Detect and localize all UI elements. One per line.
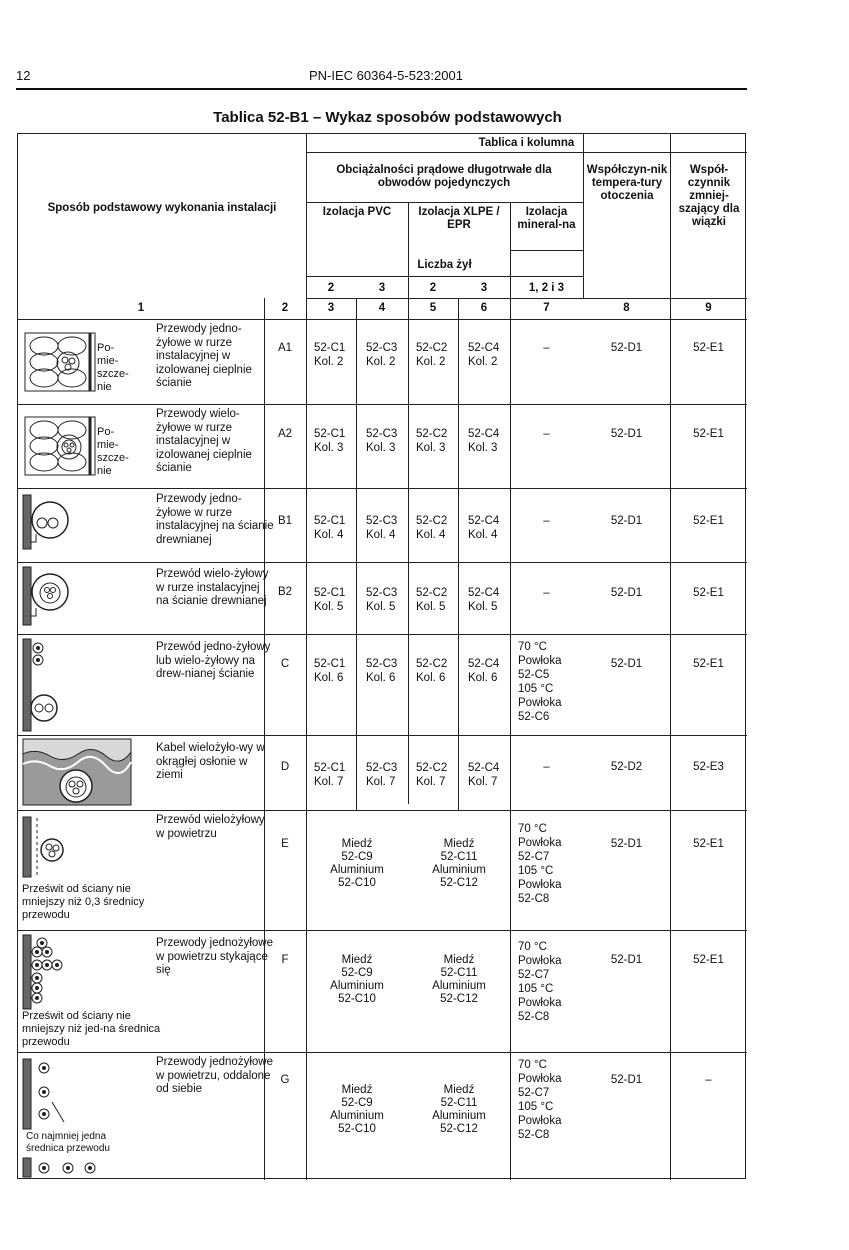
page-header	[16, 68, 747, 90]
installation-drawing	[24, 332, 96, 392]
col-num-2: 2	[281, 302, 289, 314]
group-factor-header: Współ-czynnik zmniej-szający dla wiązki	[678, 164, 740, 228]
installation-drawing	[22, 494, 82, 550]
method-table: Sposób podstawowy wykonania instalacji Tablica i kolumna Obciążalności prądowe długotrwałe dla obwodów pojedynczych Izolacja PVC Izolacja XLPE / EPR Izolacja mineral-na Współczyn-nik tempera-tury otoczenia Współ-czynnik zmniej-szający dla wiązki Liczba żył 2 3 2 3 1, 2 i 3 1 2 3 4 5 6 7 8 9 Po-mie-szcze-nie Przewody jedno-żyłowe w rurze instalacyjnej w izolowanej cieplnie ścianie A1 52-C1 Kol. 2 52-C3 Kol. 2 52-C2 Kol. 2 52-C4 Kol. 2 – 52-D1 52-E1 Po-mie-szcze-nie Przewody wielo-żyłowe w rurze instalacyjnej w izolowanej cieplnie ścianie A2 52-C1 Kol. 3 52-C3 Kol. 3 52-C2 Kol. 3 52-C4 Kol. 3 – 52-D1 52-E1 Przewody jedno-żyłowe w rurze instalacyjnej na ścianie drewnianej B1 52-C1 Kol. 4 52-C3 Kol. 4 52-C2 Kol. 4 52-C4 Kol. 4 – 52-D1 52-E1 Przewód wielo-żyłowy w rurze instalacyjnej na ścianie drewnianej B2 52-C1 Kol. 5 52-C3 Kol. 5 52-C2 Kol. 5 52-C4 Kol. 5 – 52-D1 52-E1 Przewód jedno-żyłowy lub wielo-żyłowy na drew-nianej ścianie C 52-C1 Kol. 6 52-C3 Kol. 6 52-C2 Kol. 6 52-C4 Kol. 6 70 °C Powłoka 52-C5 105 °C Powłoka 52-C6 52-D1 52-E1 Kabel wielożyło-wy w okrągłej osłonie w ziemi D 52-C1 Kol. 7 52-C3 Kol. 7 52-C2 Kol. 7 52-C4 Kol. 7 – 52-D2 52-E3 Prześwit od ściany nie mniejszy niż 0,3 średnicy przewodu Przewód wielożyłowy w powietrzu E Miedź 52-C9 Aluminium 52-C10 Miedź 52-C11 Aluminium 52-C12 70 °C Powłoka 52-C7 105 °C Powłoka 52-C8 52-D1 52-E1 Prześwit od ściany nie mniejszy niż jed-na średnica przewodu Przewody jednożyłowe w powietrzu stykające się F Miedź 52-C9 Aluminium 52-C10 Miedź 52-C11 Aluminium 52-C12 70 °C Powłoka 52-C7 105 °C Powłoka 52-C8 52-D1 52-E1 Co najmniej jedna średnica przewodu Przewody jednożyłowe w powietrzu, oddalone od siebie G Miedź 52-C9 Aluminium 52-C10 Miedź 52-C11 Aluminium 52-C12 70 °C Powłoka 52-C7 105 °C Powłoka 52-C8 52-D1 –	[17, 133, 746, 1179]
table-caption: Tablica 52-B1 – Wykaz sposobów podstawowych	[213, 109, 562, 126]
standard-id: PN-IEC 60364-5-523:2001	[309, 68, 463, 83]
col-num-1: 1	[137, 302, 145, 314]
page-number: 12	[16, 68, 31, 83]
installation-drawing	[22, 738, 134, 808]
method-header: Sposób podstawowy wykonania instalacji	[47, 202, 277, 214]
table-column-header: Tablica i kolumna	[478, 137, 575, 149]
col-num-8: 8	[623, 302, 630, 314]
col-num-9: 9	[705, 302, 712, 314]
installation-drawing	[24, 416, 96, 476]
cores-header: Liczba żył	[417, 259, 472, 271]
temp-factor-header: Współczyn-nik tempera-tury otoczenia	[586, 164, 668, 202]
mineral-header: Izolacja mineral-na	[517, 206, 576, 231]
col-num-7: 7	[543, 302, 550, 314]
col-num-4: 4	[378, 302, 386, 314]
col-num-6: 6	[480, 302, 488, 314]
xlpe-header: Izolacja XLPE / EPR	[418, 206, 500, 231]
installation-drawing	[22, 934, 82, 1010]
installation-drawing	[22, 638, 62, 732]
installation-drawing	[22, 566, 82, 626]
installation-drawing	[22, 1058, 112, 1178]
col-num-3: 3	[327, 302, 335, 314]
installation-drawing	[22, 816, 72, 878]
col-num-5: 5	[429, 302, 437, 314]
ampacity-header: Obciążalności prądowe długotrwałe dla obwodów pojedynczych	[336, 164, 552, 189]
pvc-header: Izolacja PVC	[322, 206, 392, 218]
